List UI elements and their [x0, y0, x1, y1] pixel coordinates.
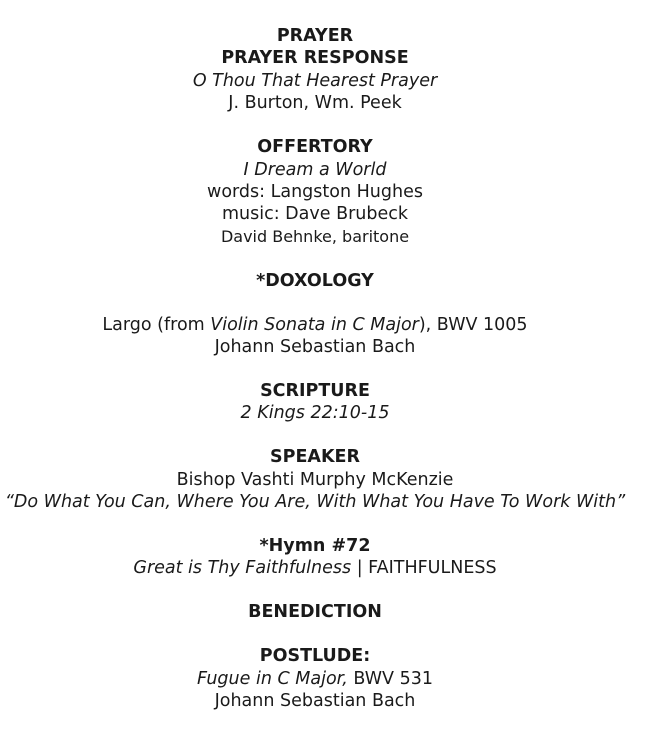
postlude-composer: Johann Sebastian Bach	[214, 690, 416, 711]
largo-prefix: Largo (from	[102, 314, 211, 335]
hymn-line	[0, 557, 630, 579]
section-doxology	[0, 270, 630, 292]
section-offertory	[0, 136, 630, 248]
spacer	[0, 624, 630, 646]
prayer-response-heading: PRAYER RESPONSE	[221, 48, 409, 69]
prayer-heading: PRAYER	[276, 26, 354, 46]
worship-program	[0, 25, 630, 712]
speaker-heading: SPEAKER	[270, 447, 360, 468]
prayer-response-composers: J. Burton, Wm. Peek	[228, 93, 402, 114]
offertory-heading: OFFERTORY	[257, 137, 373, 158]
section-speaker	[0, 446, 630, 513]
offertory-music-credit: music: Dave Brubeck	[221, 204, 408, 225]
doxology-heading: *DOXOLOGY	[256, 270, 374, 291]
spacer	[0, 425, 630, 447]
postlude-catalog: BWV 531	[347, 668, 433, 689]
spacer	[0, 580, 630, 602]
spacer	[0, 513, 630, 535]
benediction-heading: BENEDICTION	[248, 602, 382, 623]
prayer-response-title: O Thou That Hearest Prayer	[192, 70, 438, 91]
largo-composer: Johann Sebastian Bach	[214, 336, 416, 357]
offertory-performer: David Behnke, baritone	[220, 226, 410, 246]
scripture-reference: 2 Kings 22:10-15	[240, 403, 390, 424]
postlude-heading: POSTLUDE:	[259, 646, 371, 667]
hymn-heading: *Hymn #72	[259, 535, 371, 556]
postlude-work-title: Fugue in C Major,	[196, 668, 348, 689]
speaker-name: Bishop Vashti Murphy McKenzie	[176, 469, 454, 490]
postlude-line	[0, 668, 630, 690]
hymn-tune: FAITHFULNESS	[368, 558, 497, 579]
sermon-title: “Do What You Can, Where You Are, With What You Have To Work With”	[4, 492, 626, 512]
section-largo	[0, 314, 630, 359]
section-benediction	[0, 601, 630, 623]
largo-suffix: ), BWV 1005	[418, 314, 528, 335]
spacer	[0, 292, 630, 314]
spacer	[0, 115, 630, 137]
section-postlude	[0, 645, 630, 712]
hymn-title: Great is Thy Faithfulness	[133, 558, 352, 579]
section-prayer	[0, 25, 630, 47]
hymn-separator: |	[351, 558, 369, 579]
scripture-heading: SCRIPTURE	[260, 380, 370, 401]
offertory-words-credit: words: Langston Hughes	[207, 181, 423, 202]
section-hymn	[0, 535, 630, 580]
spacer	[0, 358, 630, 380]
offertory-title: I Dream a World	[243, 159, 387, 180]
section-prayer-response	[0, 47, 630, 114]
section-scripture	[0, 380, 630, 425]
largo-work-title: Violin Sonata in C Major	[210, 314, 419, 335]
spacer	[0, 248, 630, 270]
largo-line	[0, 314, 630, 336]
